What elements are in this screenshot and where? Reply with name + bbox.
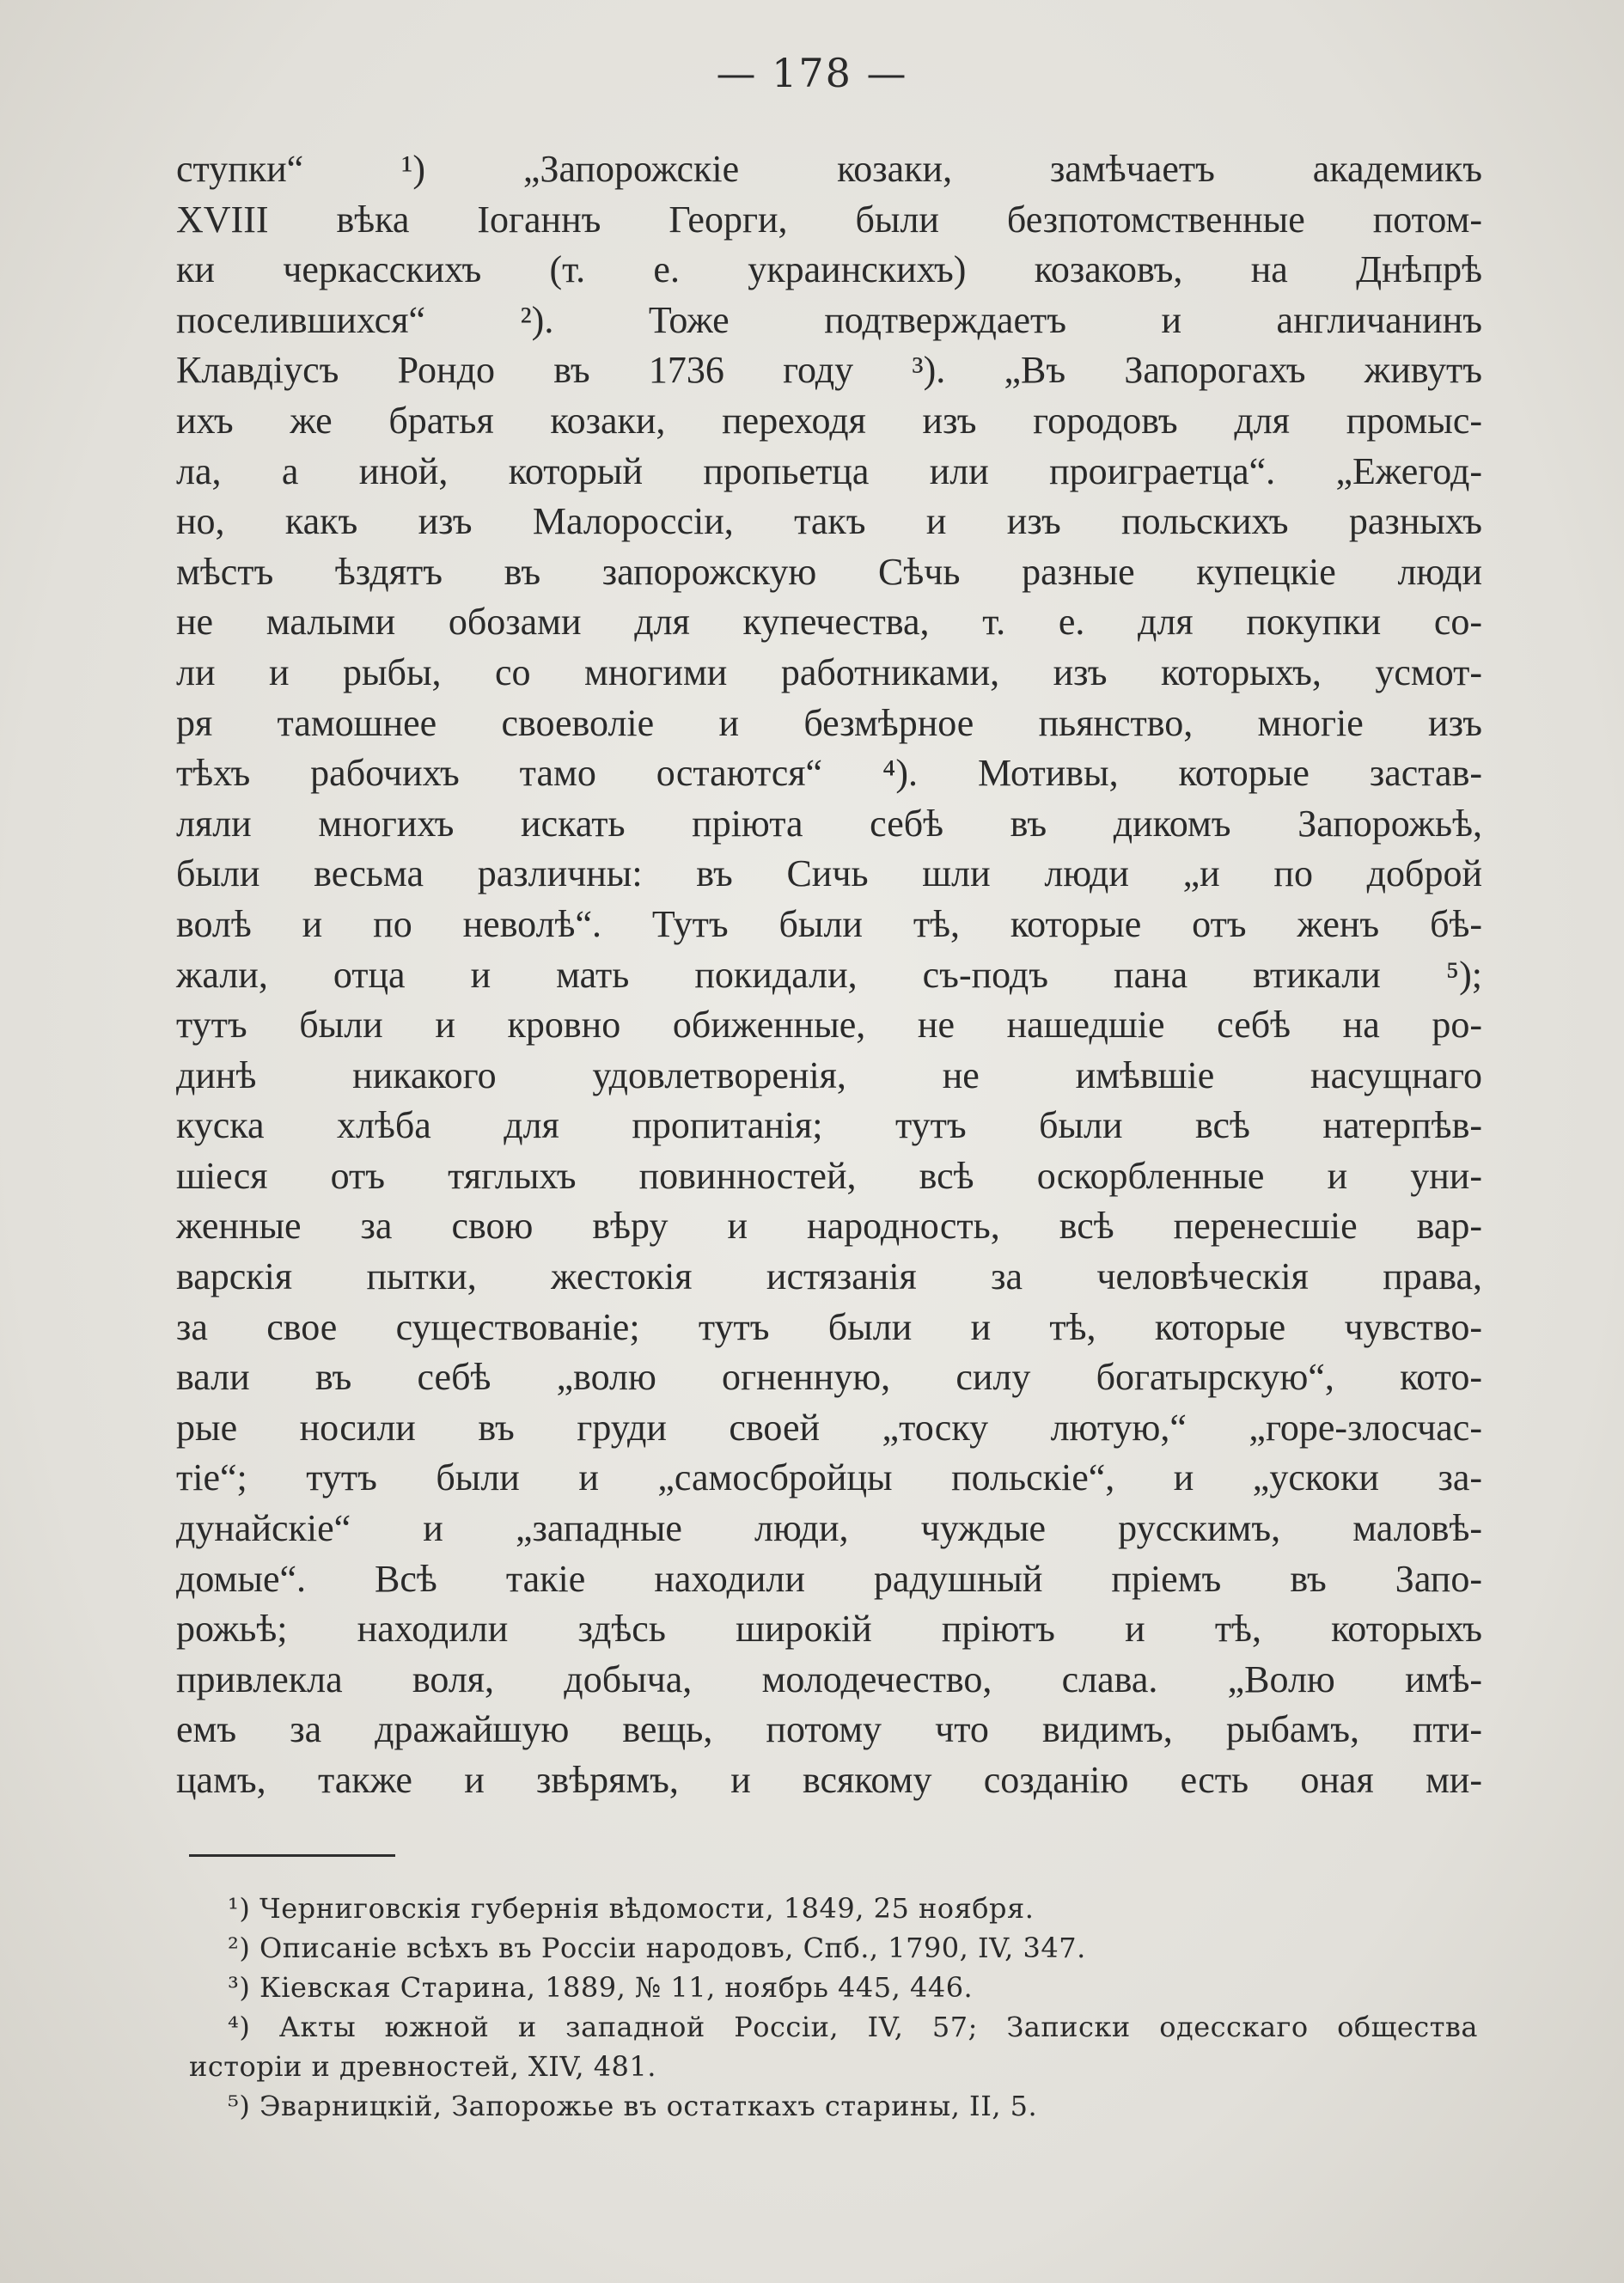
text-line: тѣхъ рабочихъ тамо остаются“ ⁴). Мотивы, которые застав-: [176, 752, 1482, 795]
text-line: куска хлѣба для пропитанiя; тутъ были всѣ натерпѣв-: [176, 1104, 1482, 1147]
footnote: ⁵) Эварницкiй, Запорожье въ остаткахъ старины, II, 5.: [228, 2090, 1038, 2122]
text-line: тутъ были и кровно обиженные, не нашедшiе себѣ на ро-: [176, 1004, 1482, 1047]
footnote-divider: [189, 1854, 395, 1857]
footnote: ³) Кiевская Старина, 1889, № 11, ноябрь 445, 446.: [228, 1971, 974, 2004]
text-line: цамъ, также и звѣрямъ, и всякому созданiю есть оная ми-: [176, 1759, 1482, 1801]
text-line: ступки“ ¹) „Запорожскiе козаки, замѣчаетъ академикъ: [176, 148, 1482, 190]
text-line: дунайскiе“ и „западные люди, чуждые русскимъ, маловѣ-: [176, 1507, 1482, 1550]
text-line: мѣстъ ѣздятъ въ запорожскую Сѣчь разные купецкiе люди: [176, 550, 1482, 593]
text-line: жали, отца и мать покидали, съ-подъ пана втикали ⁵);: [176, 953, 1482, 996]
text-line: ляли многихъ искать прiюта себѣ въ дикомъ Запорожьѣ,: [176, 802, 1482, 845]
text-line: женные за свою вѣру и народность, всѣ перенесшiе вар-: [176, 1205, 1482, 1248]
text-line: были весьма различны: въ Сичь шли люди „и по доброй: [176, 852, 1482, 895]
text-line: привлекла воля, добыча, молодечество, слава. „Волю имѣ-: [176, 1657, 1482, 1700]
text-line: варскiя пытки, жестокiя истязанiя за человѣческiя права,: [176, 1255, 1482, 1298]
text-line: ря тамошнее своеволiе и безмѣрное пьянство, многiе изъ: [176, 701, 1482, 744]
text-line: не малыми обозами для купечества, т. е. для покупки со-: [176, 601, 1482, 644]
text-line: домые“. Всѣ такiе находили радушный прiемъ въ Запо-: [176, 1557, 1482, 1600]
main-text: [176, 144, 1482, 1806]
page-number: — 178 —: [716, 50, 908, 96]
text-line: поселившихся“ ²). Тоже подтверждаетъ и англичанинъ: [176, 298, 1482, 341]
text-line: тiе“; тутъ были и „самосбройцы польскiе“, и „ускоки за-: [176, 1456, 1482, 1499]
text-line: ла, а иной, который пропьетца или проиграетца“. „Ежегод-: [176, 449, 1482, 492]
text-line: емъ за дражайшую вещь, потому что видимъ, рыбамъ, пти-: [176, 1708, 1482, 1751]
text-line: волѣ и по неволѣ“. Тутъ были тѣ, которые отъ женъ бѣ-: [176, 902, 1482, 945]
text-line: шiеся отъ тяглыхъ повинностей, всѣ оскорбленные и уни-: [176, 1154, 1482, 1197]
footnote-continuation: исторiи и древностей, XIV, 481.: [189, 2050, 656, 2083]
text-line: XVIII вѣка Iоганнъ Георги, были безпотомственные потом-: [176, 198, 1482, 241]
footnote: ¹) Черниговскiя губернiя вѣдомости, 1849, 25 ноября.: [228, 1892, 1035, 1925]
text-line: рожьѣ; находили здѣсь широкiй прiютъ и тѣ, которыхъ: [176, 1608, 1482, 1651]
text-line: рые носили въ груди своей „тоску лютую,“ „горе-злосчас-: [176, 1406, 1482, 1449]
text-line: за свое существованiе; тутъ были и тѣ, которые чувство-: [176, 1305, 1482, 1348]
footnote: ²) Описанiе всѣхъ въ Россiи народовъ, Спб., 1790, IV, 347.: [228, 1932, 1086, 1964]
text-line: но, какъ изъ Малороссiи, такъ и изъ польскихъ разныхъ: [176, 500, 1482, 543]
text-line: ли и рыбы, со многими работниками, изъ которыхъ, усмот-: [176, 650, 1482, 693]
text-line: ихъ же братья козаки, переходя изъ городовъ для промыс-: [176, 399, 1482, 442]
text-line: вали въ себѣ „волю огненную, силу богатырскую“, кото-: [176, 1356, 1482, 1399]
footnote: ⁴) Акты южной и западной Россiи, IV, 57; Записки одесскаго общества: [228, 2011, 1478, 2043]
footnotes: [189, 1889, 1478, 2126]
text-line: Клавдiусъ Рондо въ 1736 году ³). „Въ Запорогахъ живутъ: [176, 349, 1482, 392]
text-line: динѣ никакого удовлетворенiя, не имѣвшiе насущнаго: [176, 1053, 1482, 1096]
text-line: ки черкасскихъ (т. е. украинскихъ) козаковъ, на Днѣпрѣ: [176, 248, 1482, 291]
